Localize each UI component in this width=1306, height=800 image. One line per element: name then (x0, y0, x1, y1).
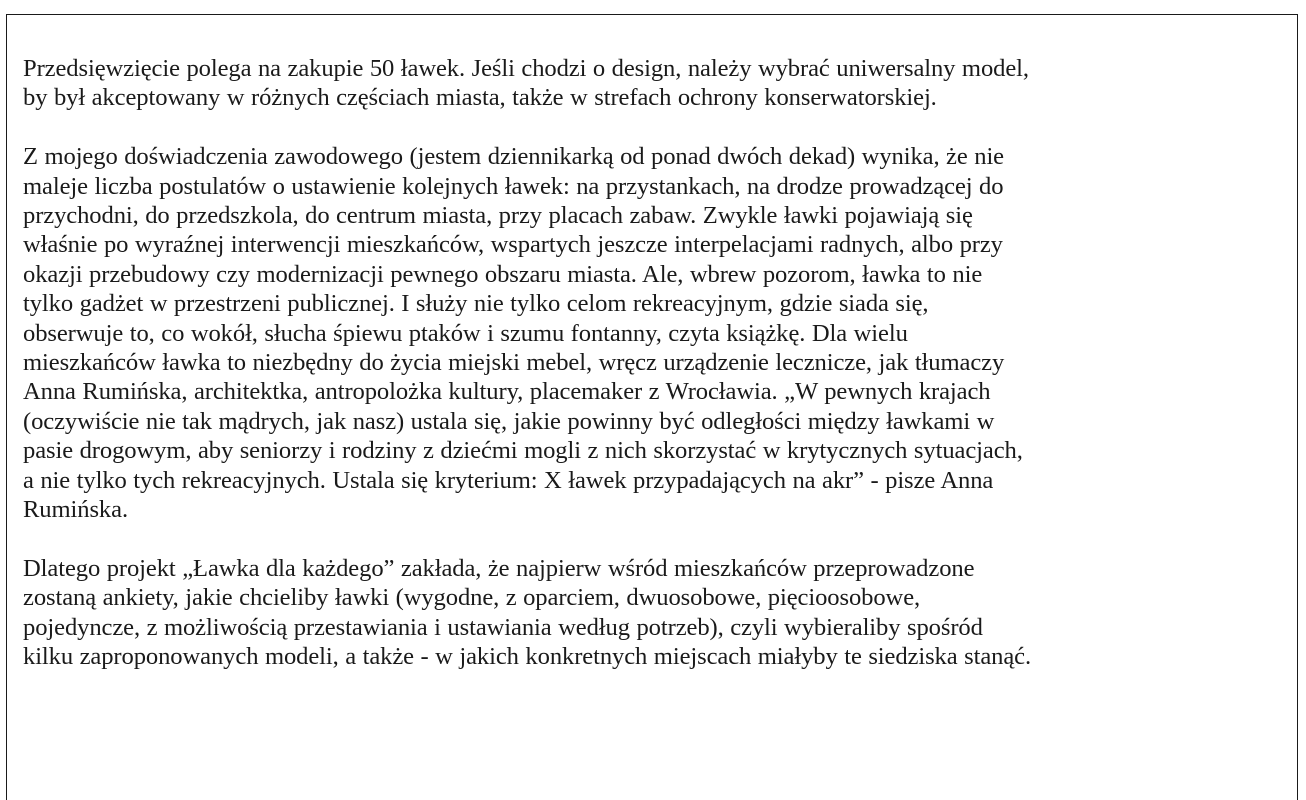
paragraph-author-experience: Z mojego doświadczenia zawodowego (jestem dziennikarką od ponad dwóch dekad) wynika, że nie maleje liczba postulatów o ustawienie kolejnych ławek: na przystankach, na drodze prowadzącej do przychodni, do przedszkola, do centrum miasta, przy placach zabaw. Zwykle ławki pojawiają się właśnie po wyraźnej interwencji mieszkańców, wspartych jeszcze interpelacjami radnych, albo przy okazji przebudowy czy modernizacji pewnego obszaru miasta. Ale, wbrew pozorom, ławka to nie tylko gadżet w przestrzeni publicznej. I służy nie tylko celom rekreacyjnym, gdzie siada się, obserwuje to, co wokół, słucha śpiewu ptaków i szumu fontanny, czyta książkę. Dla wielu mieszkańców ławka to niezbędny do życia miejski mebel, wręcz urządzenie lecznicze, jak tłumaczy Anna Rumińska, architektka, antropolożka kultury, placemaker z Wrocławia. „W pewnych krajach (oczywiście nie tak mądrych, jak nasz) ustala się, jakie powinny być odległości między ławkami w pasie drogowym, aby seniorzy i rodziny z dziećmi mogli z nich skorzystać w krytycznych sytuacjach, a nie tylko tych rekreacyjnych. Ustala się kryterium: X ławek przypadających na akr” - pisze Anna Rumińska. (23, 143, 1023, 524)
paragraph-project-survey: Dlatego projekt „Ławka dla każdego” zakłada, że najpierw wśród mieszkańców przeprowadzone zostaną ankiety, jakie chcieliby ławki (wygodne, z oparciem, dwuosobowe, pięcioosobowe, pojedyncze, z możliwością przestawiania i ustawiania według potrzeb), czyli wybieraliby spośród kilku zaproponowanych modeli, a także - w jakich konkretnych miejscach miałyby te siedziska stanąć. (23, 554, 1032, 671)
paragraph-project-description: Przedsięwzięcie polega na zakupie 50 ławek. Jeśli chodzi o design, należy wybrać uniwersalny model, by był akceptowany w różnych częściach miasta, także w strefach ochrony konserwatorskiej. (23, 55, 1029, 112)
document-text-body (23, 54, 1291, 701)
